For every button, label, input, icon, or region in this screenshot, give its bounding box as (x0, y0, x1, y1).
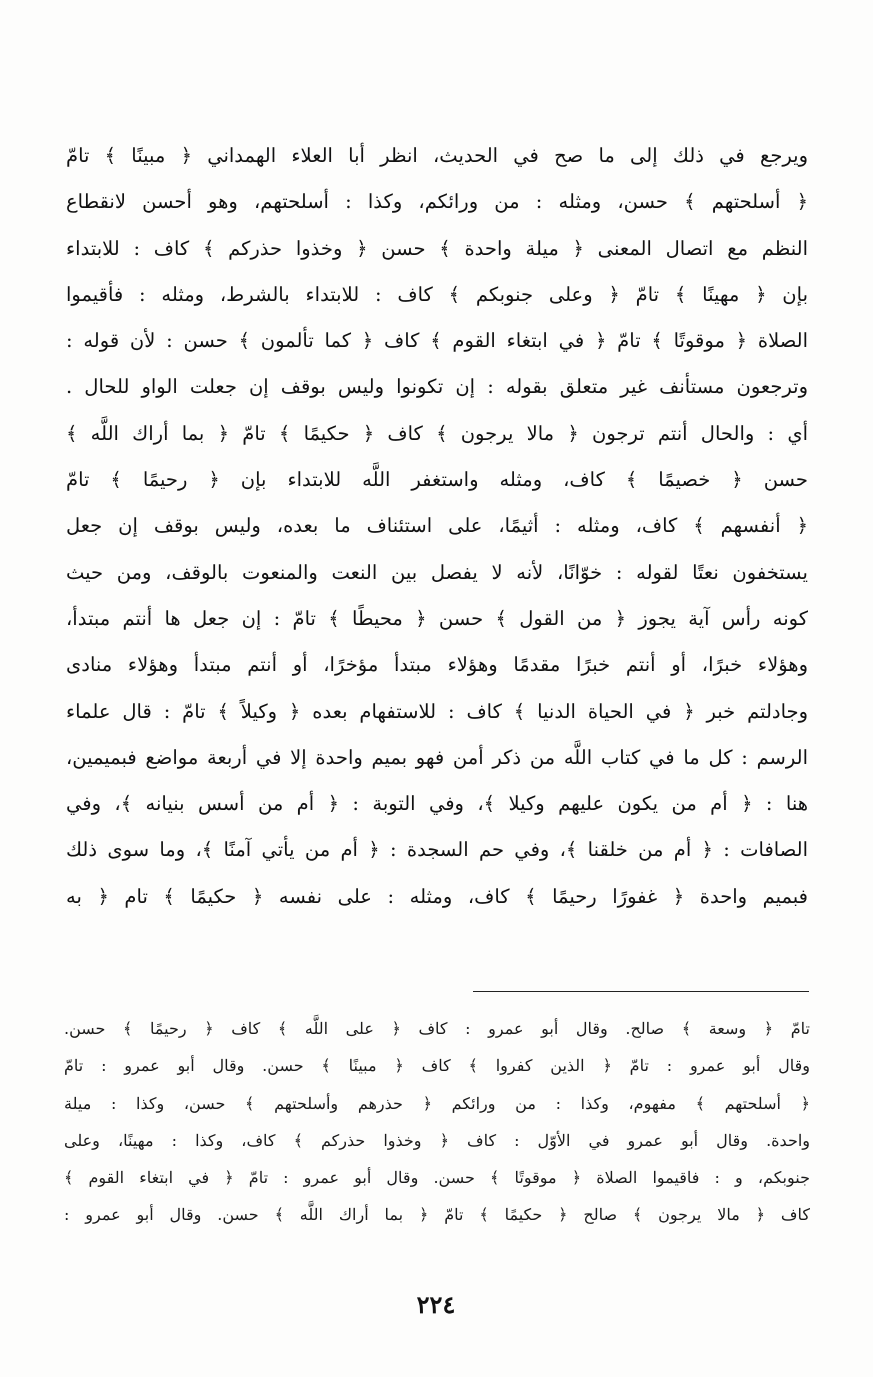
main-text-line: ويرجع في ذلك إلى ما صح في الحديث، انظر أبا العلاء الهمداني ﴿ مبينًا ﴾ تامّ (66, 144, 808, 167)
main-text-line: الصافات : ﴿ أم من خلقنا ﴾، وفي حم السجدة : ﴿ أم من يأتي آمنًا ﴾، وما سوى ذلك (66, 838, 808, 862)
footnotes-block (64, 1010, 810, 1234)
main-text-line: الرسم : كل ما في كتاب اللَّه من ذكر أمن فهو بميم واحدة إلا في أربعة مواضع فبميمين، (66, 745, 808, 769)
main-text-line: أي : والحال أنتم ترجون ﴿ مالا يرجون ﴾ كاف ﴿ حكيمًا ﴾ تامّ ﴿ بما أراك اللَّه ﴾ (66, 421, 808, 445)
main-text-line: كونه رأس آية يجوز ﴿ من القول ﴾ حسن ﴿ محيطًا ﴾ تامّ : إن جعل ها أنتم مبتدأ، (66, 606, 808, 630)
footnote-separator (473, 991, 809, 992)
main-text-line: فبميم واحدة ﴿ غفورًا رحيمًا ﴾ كاف، ومثله : على نفسه ﴿ حكيمًا ﴾ تام ﴿ به (66, 884, 808, 908)
main-text-line: يستخفون نعتًا لقوله : خوّانًا، لأنه لا يفصل بين النعت والمنعوت بالوقف، ومن حيث (66, 560, 808, 584)
page-number: ٢٢٤ (416, 1290, 456, 1319)
footnote-line: ﴿ أسلحتهم ﴾ مفهوم، وكذا : من ورائكم ﴿ حذرهم وأسلحتهم ﴾ حسن، وكذا : ميلة (64, 1093, 810, 1113)
main-text-line: وهؤلاء خبرًا، أو أنتم خبرًا مقدمًا وهؤلاء مبتدأ مؤخرًا، أو أنتم مبتدأ وهؤلاء منادى (66, 653, 808, 677)
main-text-line: وترجعون مستأنف غير متعلق بقوله : إن تكونوا وليس بوقف إن جعلت الواو للحال . (66, 375, 808, 399)
main-text-line: الصلاة ﴿ موقوتًا ﴾ تامّ ﴿ في ابتغاء القوم ﴾ كاف ﴿ كما تألمون ﴾ حسن : لأن قوله : (66, 329, 808, 353)
footnote-line: واحدة. وقال أبو عمرو في الأوّل : كاف ﴿ وخذوا حذركم ﴾ كاف، وكذا : مهينًا، وعلى (64, 1130, 810, 1150)
main-text-line: ﴿ أسلحتهم ﴾ حسن، ومثله : من ورائكم، وكذا : أسلحتهم، وهو أحسن لانقطاع (66, 190, 808, 214)
footnote-line: وقال أبو عمرو : تامّ ﴿ الذين كفروا ﴾ كاف ﴿ مبينًا ﴾ حسن. وقال أبو عمرو : تامّ (64, 1056, 810, 1076)
footnote-line: جنوبكم، و : فاقيموا الصلاة ﴿ موقوتًا ﴾ حسن. وقال أبو عمرو : تامّ ﴿ في ابتغاء القوم ﴾ (64, 1168, 810, 1188)
main-text-line: ﴿ أنفسهم ﴾ كاف، ومثله : أثيمًا، على استئناف ما بعده، وليس بوقف إن جعل (66, 514, 808, 538)
main-text-line: بإن ﴿ مهينًا ﴾ تامّ ﴿ وعلى جنوبكم ﴾ كاف : للابتداء بالشرط، ومثله : فأقيموا (66, 282, 808, 306)
footnote-line: كاف ﴿ مالا يرجون ﴾ صالح ﴿ حكيمًا ﴾ تامّ ﴿ بما أراك اللَّه ﴾ حسن. وقال أبو عمرو : (64, 1205, 810, 1225)
footnote-line: تامّ ﴿ وسعة ﴾ صالح. وقال أبو عمرو : كاف ﴿ على اللَّه ﴾ كاف ﴿ رحيمًا ﴾ حسن. (64, 1019, 810, 1038)
main-text-block (66, 133, 808, 920)
main-text-line: وجادلتم خبر ﴿ في الحياة الدنيا ﴾ كاف : للاستفهام بعده ﴿ وكيلاً ﴾ تامّ : قال علماء (66, 699, 808, 723)
main-text-line: حسن ﴿ خصيمًا ﴾ كاف، ومثله واستغفر اللَّه للابتداء بإن ﴿ رحيمًا ﴾ تامّ (66, 468, 808, 492)
main-text-line: النظم مع اتصال المعنى ﴿ ميلة واحدة ﴾ حسن ﴿ وخذوا حذركم ﴾ كاف : للابتداء (66, 236, 808, 260)
main-text-line: هنا : ﴿ أم من يكون عليهم وكيلا ﴾، وفي التوبة : ﴿ أم من أسس بنيانه ﴾، وفي (66, 792, 808, 816)
